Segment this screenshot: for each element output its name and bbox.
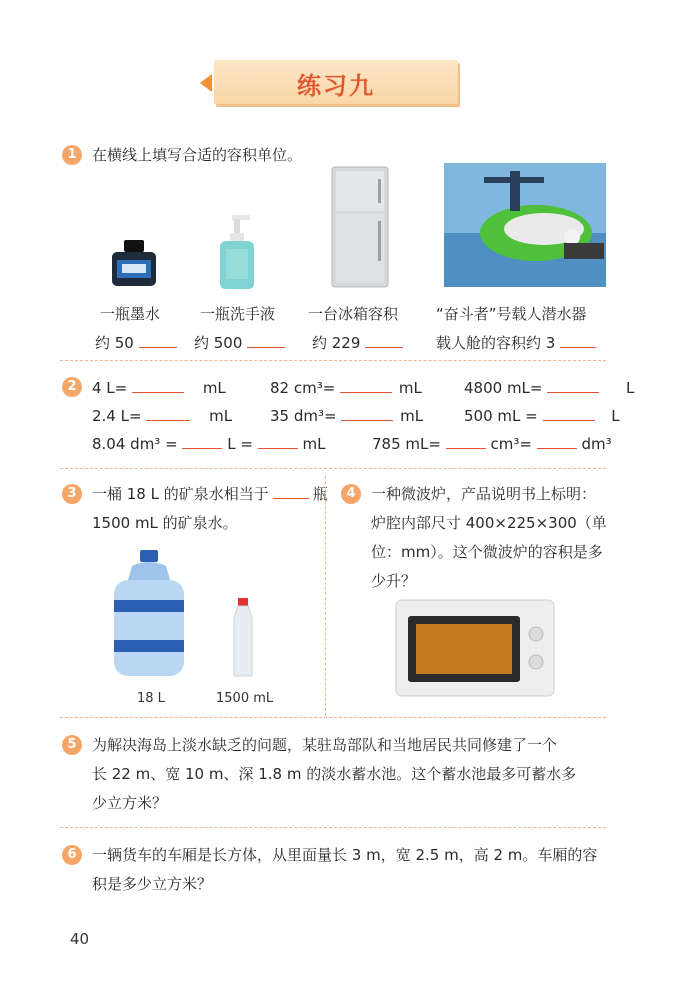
refrigerator-image [330,165,392,290]
water-bottle-image [228,598,258,680]
q1-blank-3[interactable] [365,332,403,348]
question-number-1: 1 [62,145,82,165]
q2-blank[interactable] [446,433,486,449]
ink-bottle-image [108,238,160,290]
q2-blank[interactable] [146,405,190,421]
q6-line2: 积是多少立方米？ [92,875,213,893]
q4-line1: 一种微波炉，产品说明书上标明： [371,485,597,503]
q2-row3: 8.04 dm³ = L = mL [92,435,326,453]
q1-item4-line2: 载人舱的容积约 3 [436,332,596,353]
q2-blank[interactable] [340,377,392,393]
q2-blank[interactable] [547,377,599,393]
q1-item1-line1: 一瓶墨水 [100,305,161,323]
q3-line1: 一桶 18 L 的矿泉水相当于 瓶 [92,485,328,503]
q2-row1-col2: 82 cm³= mL [270,379,422,397]
q5-line2: 长 22 m、宽 10 m、深 1.8 m 的淡水蓄水池。这个蓄水池最多可蓄水多 [92,765,577,783]
divider [60,717,606,718]
q1-blank-2[interactable] [247,332,285,348]
q1-item3-line2: 约 229 [312,332,403,353]
page-title: 练习九 [297,71,375,100]
q2-row2-col3: 500 mL = L [464,407,620,425]
q1-blank-1[interactable] [139,332,177,348]
q2-blank[interactable] [182,433,222,449]
q6-line1: 一辆货车的车厢是长方体，从里面量长 3 m，宽 2.5 m，高 2 m。车厢的容 [92,846,598,864]
q4-line3: 位：mm）。这个微波炉的容积是多 [371,543,603,561]
q2-blank[interactable] [543,405,595,421]
q1-item3-line1: 一台冰箱容积 [308,305,399,323]
q2-row1: 4 L= mL [92,379,226,397]
q2-blank[interactable] [341,405,393,421]
submersible-photo [444,163,606,287]
page-number: 40 [70,930,90,948]
q3-line2: 1500 mL 的矿泉水。 [92,514,238,532]
question-number-2: 2 [62,377,82,397]
q1-item4-line1: “奋斗者”号载人潜水器 [436,305,587,323]
q5-line3: 少立方米？ [92,794,168,812]
question-number-4: 4 [341,484,361,504]
q2-row3-right: 785 mL= cm³= dm³ [372,435,612,453]
q2-row2-col2: 35 dm³= mL [270,407,424,425]
q1-item1-line2: 约 50 [95,332,177,353]
q4-line2: 炉腔内部尺寸 400×225×300（单 [371,514,607,532]
q4-line4: 少升？ [371,572,417,590]
q1-instruction: 在横线上填写合适的容积单位。 [92,146,303,164]
question-number-5: 5 [62,735,82,755]
q5-line1: 为解决海岛上淡水缺乏的问题，某驻岛部队和当地居民共同修建了一个 [92,736,558,754]
microwave-image [394,598,556,700]
banner-arrow-icon [200,74,212,92]
water-jug-image [110,550,188,680]
divider [60,827,606,828]
q2-blank[interactable] [537,433,577,449]
q1-item2-line1: 一瓶洗手液 [200,305,276,323]
q2-blank[interactable] [258,433,298,449]
q1-item2-line2: 约 500 [194,332,285,353]
q2-blank[interactable] [132,377,184,393]
vertical-divider [325,476,326,716]
bottle-label: 1500 mL [216,691,274,706]
q2-row1-col3: 4800 mL= L [464,379,635,397]
divider [60,360,606,361]
divider [60,468,606,469]
question-number-6: 6 [62,845,82,865]
jug-label: 18 L [137,691,165,706]
q2-row2: 2.4 L= mL [92,407,233,425]
hand-soap-image [212,215,262,290]
q1-blank-4[interactable] [560,332,596,348]
question-number-3: 3 [62,484,82,504]
title-banner [200,60,458,106]
q3-blank[interactable] [273,483,309,499]
